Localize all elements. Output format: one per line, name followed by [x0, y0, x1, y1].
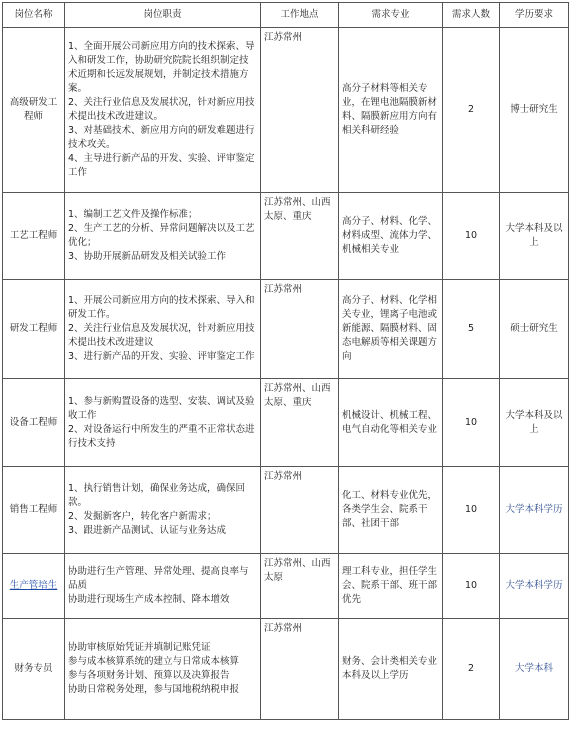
duty-item: 协助进行现场生产成本控制、降本增效: [68, 594, 230, 605]
table-row: [3, 193, 569, 280]
job-major: 机械设计、机械工程、电气自动化等相关专业: [339, 379, 443, 467]
duty-item: 协助审核原始凭证并填制记账凭证: [68, 642, 211, 653]
duty-item: 3、进行新产品的开发、实验、评审鉴定工作: [68, 351, 255, 362]
job-location: 江苏常州、山西太原: [261, 554, 339, 619]
job-count: 10: [443, 554, 500, 619]
job-major: 财务、会计类相关专业本科及以上学历: [339, 619, 443, 720]
job-education: 大学本科: [500, 619, 569, 720]
table-header-row: [3, 3, 569, 28]
duty-item: 1、参与新购置设备的选型、安装、调试及验收工作: [68, 395, 255, 421]
job-name-link[interactable]: 生产管培生: [9, 580, 58, 591]
job-duties: [65, 619, 261, 720]
duty-item: 2、生产工艺的分析、异常问题解决以及工艺优化；: [68, 223, 255, 248]
duty-item: 3、对基础技术、新应用方向的研发难题进行技术攻关。: [68, 125, 255, 150]
duty-item: 2、关注行业信息及发展状况，针对新应用技术提出技术改进建议: [68, 323, 255, 348]
table-row: [3, 379, 569, 467]
duty-item: 3、跟进新产品测试、认证与业务达成: [68, 525, 227, 536]
job-count: 10: [443, 379, 500, 467]
job-name: 销售工程师: [3, 467, 65, 554]
job-education: 大学本科学历: [500, 554, 569, 619]
job-name[interactable]: [3, 554, 65, 619]
job-count: 5: [443, 280, 500, 379]
job-education: 大学本科及以上: [500, 379, 569, 467]
header-count: 需求人数: [443, 3, 500, 28]
table-row: [3, 619, 569, 720]
table-row: [3, 280, 569, 379]
job-education: 大学本科学历: [500, 467, 569, 554]
job-location: 江苏常州、山西太原、重庆: [261, 193, 339, 280]
job-name: 财务专员: [3, 619, 65, 720]
duty-item: 参与各项财务计划、预算以及决算报告: [68, 670, 230, 681]
job-duties: [65, 280, 261, 379]
job-duties: [65, 379, 261, 467]
duty-item: 4、主导进行新产品的开发、实验、评审鉴定工作: [68, 153, 255, 178]
duty-item: 协助日常税务处理，参与国地税纳税申报: [68, 684, 240, 695]
job-major: 化工、材料专业优先，各类学生会、院系干部、社团干部: [339, 467, 443, 554]
job-table: [2, 2, 569, 720]
job-name: 设备工程师: [3, 379, 65, 467]
job-major: 高分子、材料、化学相关专业，锂离子电池或新能源、隔膜材料、固态电解质等相关课题方向: [339, 280, 443, 379]
duty-item: 2、关注行业信息及发展状况，针对新应用技术提出技术改进建议。: [68, 97, 255, 122]
table-row: [3, 554, 569, 619]
header-name: 岗位名称: [3, 3, 65, 28]
job-count: 2: [443, 28, 500, 193]
header-major: 需求专业: [339, 3, 443, 28]
job-major: 理工科专业，担任学生会、院系干部、班干部优先: [339, 554, 443, 619]
duty-item: 2、发掘新客户，转化客户新需求；: [68, 511, 217, 522]
job-duties: [65, 467, 261, 554]
job-name: 高级研发工程师: [3, 28, 65, 193]
job-education: 博士研究生: [500, 28, 569, 193]
table-row: [3, 467, 569, 554]
job-location: 江苏常州: [261, 28, 339, 193]
header-location: 工作地点: [261, 3, 339, 28]
job-count: 2: [443, 619, 500, 720]
header-duties: 岗位职责: [65, 3, 261, 28]
job-education: 硕士研究生: [500, 280, 569, 379]
job-duties: [65, 193, 261, 280]
job-major: 高分子、材料、化学、材料成型、流体力学、机械相关专业: [339, 193, 443, 280]
job-name: 研发工程师: [3, 280, 65, 379]
job-duties: [65, 28, 261, 193]
job-location: 江苏常州、山西太原、重庆: [261, 379, 339, 467]
job-education: 大学本科及以上: [500, 193, 569, 280]
table-row: [3, 28, 569, 193]
job-location: 江苏常州: [261, 467, 339, 554]
job-count: 10: [443, 193, 500, 280]
duty-item: 1、编制工艺文件及操作标准；: [68, 209, 198, 220]
header-education: 学历要求: [500, 3, 569, 28]
job-location: 江苏常州: [261, 280, 339, 379]
duty-item: 2、对设备运行中所发生的严重不正常状态进行技术支持: [68, 423, 255, 449]
job-major: 高分子材料等相关专业，在锂电池隔膜新材料、隔膜新应用方向有相关科研经验: [339, 28, 443, 193]
job-name: 工艺工程师: [3, 193, 65, 280]
duty-item: 协助进行生产管理、异常处理、提高良率与品质: [68, 566, 249, 591]
duty-item: 1、全面开展公司新应用方向的技术探索、导入和研发工作，协助研究院院长组织制定技术近期和长远发展规划，并制定技术措施方案。: [68, 41, 255, 94]
duty-item: 参与成本核算系统的建立与日常成本核算: [68, 656, 240, 667]
duty-item: 1、开展公司新应用方向的技术探索、导入和研发工作。: [68, 295, 255, 320]
duty-item: 1、执行销售计划，确保业务达成，确保回款。: [68, 483, 246, 508]
job-location: 江苏常州: [261, 619, 339, 720]
job-count: 10: [443, 467, 500, 554]
job-duties: [65, 554, 261, 619]
duty-item: 3、协助开展新品研发及相关试验工作: [68, 251, 227, 262]
